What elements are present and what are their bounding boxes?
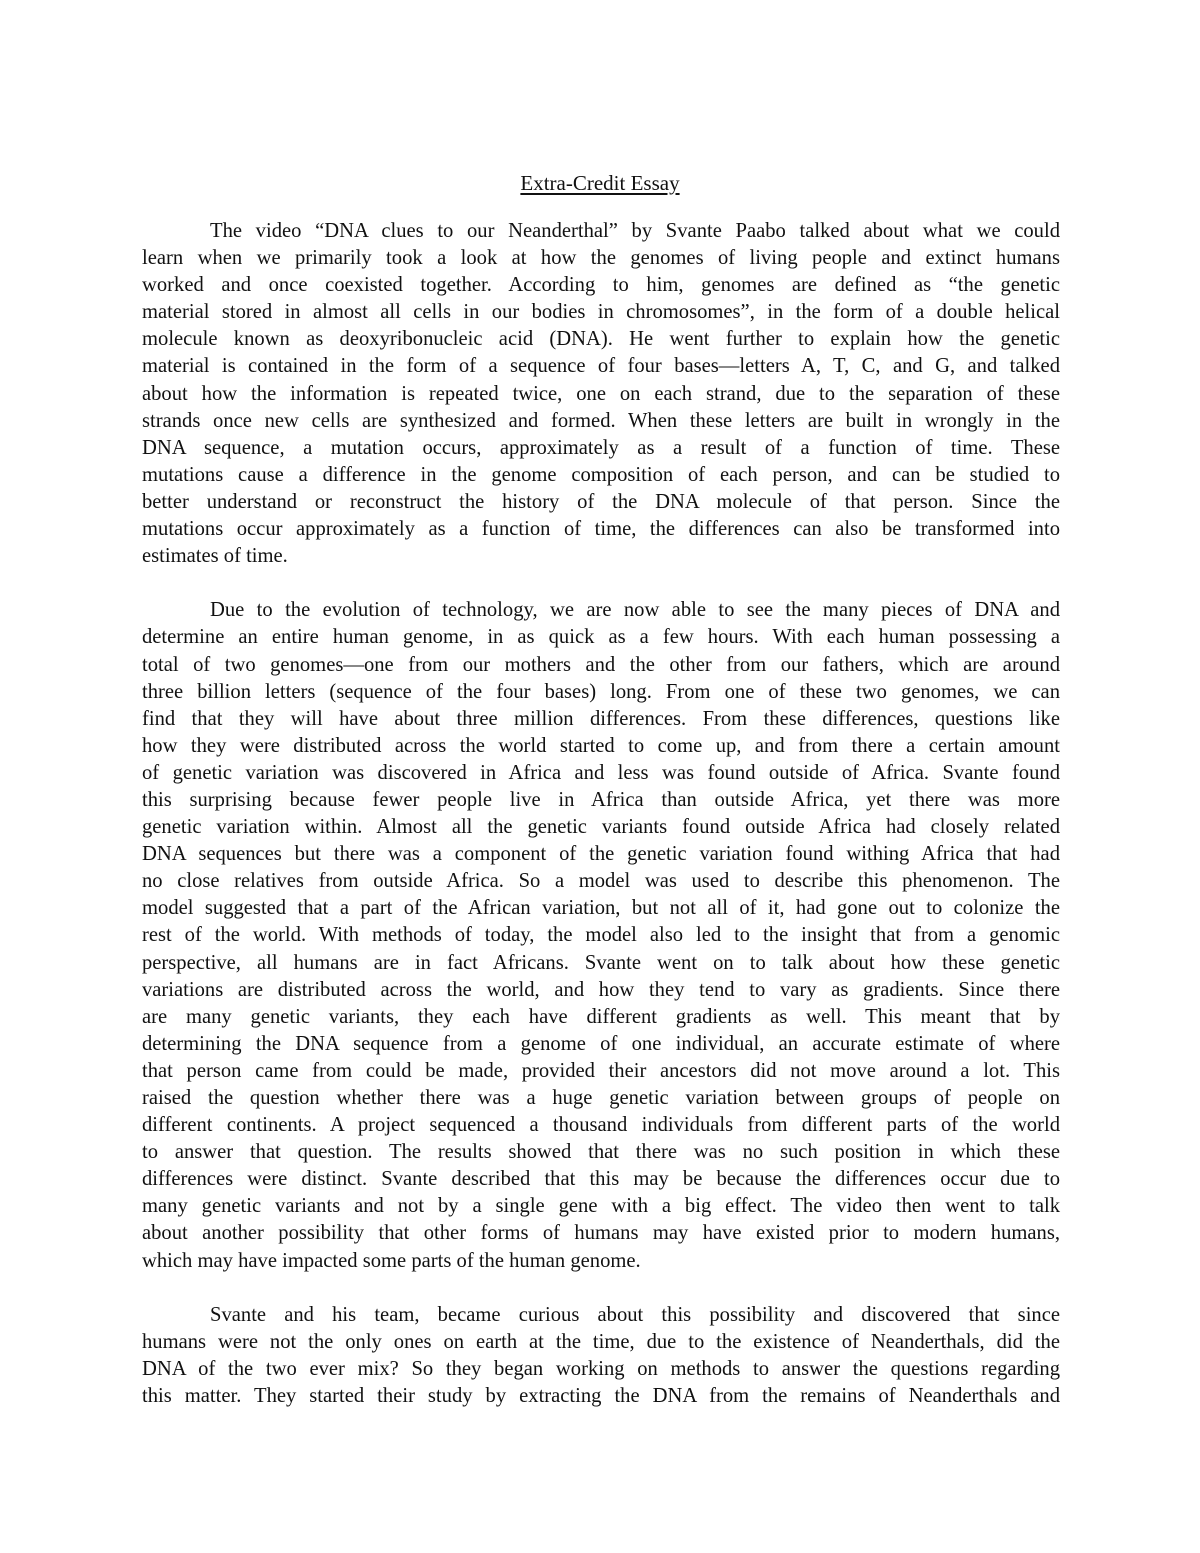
paragraph-line: are many genetic variants, they each have different gradients as well. This meant that by — [142, 1005, 1060, 1028]
paragraph-line: this matter. They started their study by extracting the DNA from the remains of Neanderthals and — [142, 1385, 1060, 1408]
paragraph-line: material is contained in the form of a sequence of four bases—letters A, T, C, and G, and talked — [142, 355, 1060, 378]
paragraph-line: that person came from could be made, provided their ancestors did not move around a lot. This — [142, 1059, 1060, 1082]
paragraph-line: estimates of time. — [142, 545, 288, 568]
paragraph-line: this surprising because fewer people live in Africa than outside Africa, yet there was more — [142, 788, 1060, 811]
paragraph-2 — [142, 597, 1060, 1274]
paragraph-line: Svante and his team, became curious about this possibility and discovered that since — [210, 1303, 1060, 1326]
paragraph-line: which may have impacted some parts of the human genome. — [142, 1249, 641, 1272]
paragraph-line: find that they will have about three million differences. From these differences, questions like — [142, 707, 1060, 730]
paragraph-line: three billion letters (sequence of the four bases) long. From one of these two genomes, we can — [142, 680, 1060, 703]
paragraph-line: DNA sequence, a mutation occurs, approximately as a result of a function of time. These — [142, 436, 1060, 459]
paragraph-line: to answer that question. The results showed that there was no such position in which these — [142, 1141, 1060, 1164]
paragraph-line: of genetic variation was discovered in Africa and less was found outside of Africa. Svante found — [142, 761, 1060, 784]
paragraph-line: about how the information is repeated twice, one on each strand, due to the separation of these — [142, 382, 1060, 405]
paragraph-line: The video “DNA clues to our Neanderthal” by Svante Paabo talked about what we could — [210, 220, 1060, 242]
paragraph-line: genetic variation within. Almost all the genetic variants found outside Africa had closely related — [142, 816, 1060, 839]
paragraph-line: determining the DNA sequence from a genome of one individual, an accurate estimate of where — [142, 1032, 1060, 1055]
paragraph-line: Due to the evolution of technology, we are now able to see the many pieces of DNA and — [210, 599, 1060, 622]
paragraph-line: differences were distinct. Svante described that this may be because the differences occur due to — [142, 1168, 1060, 1191]
paragraph-line: material stored in almost all cells in our bodies in chromosomes”, in the form of a double helical — [142, 301, 1060, 324]
paragraph-3 — [142, 1302, 1060, 1410]
paragraph-line: worked and once coexisted together. According to him, genomes are defined as “the genetic — [142, 274, 1060, 297]
paragraph-line: learn when we primarily took a look at how the genomes of living people and extinct humans — [142, 247, 1060, 270]
paragraph-line: model suggested that a part of the African variation, but not all of it, had gone out to colonize the — [142, 897, 1060, 920]
paragraph-line: raised the question whether there was a huge genetic variation between groups of people on — [142, 1087, 1060, 1109]
paragraph-spacer — [142, 1275, 1060, 1302]
essay-body — [142, 218, 1060, 1410]
paragraph-line: mutations occur approximately as a function of time, the differences can also be transformed into — [142, 518, 1060, 541]
paragraph-line: variations are distributed across the world, and how they tend to vary as gradients. Since there — [142, 978, 1060, 1001]
paragraph-line: different continents. A project sequenced a thousand individuals from different parts of the world — [142, 1114, 1060, 1137]
paragraph-line: no close relatives from outside Africa. So a model was used to describe this phenomenon. The — [142, 870, 1060, 893]
paragraph-line: how they were distributed across the world started to come up, and from there a certain amount — [142, 734, 1060, 757]
paragraph-line: about another possibility that other forms of humans may have existed prior to modern humans, — [142, 1222, 1060, 1245]
paragraph-line: determine an entire human genome, in as quick as a few hours. With each human possessing a — [142, 626, 1060, 649]
paragraph-line: rest of the world. With methods of today, the model also led to the insight that from a genomic — [142, 924, 1060, 947]
essay-title: Extra-Credit Essay — [520, 171, 680, 195]
paragraph-line: better understand or reconstruct the history of the DNA molecule of that person. Since the — [142, 490, 1060, 513]
paragraph-line: molecule known as deoxyribonucleic acid (DNA). He went further to explain how the genetic — [142, 328, 1060, 351]
paragraph-line: DNA sequences but there was a component of the genetic variation found withing Africa that had — [142, 843, 1060, 866]
paragraph-line: total of two genomes—one from our mothers and the other from our fathers, which are around — [142, 653, 1060, 676]
paragraph-line: DNA of the two ever mix? So they began working on methods to answer the questions regarding — [142, 1357, 1060, 1380]
paragraph-line: humans were not the only ones on earth at the time, due to the existence of Neanderthals, did the — [142, 1330, 1060, 1353]
paragraph-1 — [142, 218, 1060, 570]
paragraph-line: strands once new cells are synthesized and formed. When these letters are built in wrongly in the — [142, 409, 1060, 432]
paragraph-line: mutations cause a difference in the genome composition of each person, and can be studied to — [142, 463, 1060, 486]
paragraph-spacer — [142, 570, 1060, 597]
paragraph-line: perspective, all humans are in fact Africans. Svante went on to talk about how these genetic — [142, 951, 1060, 974]
paragraph-line: many genetic variants and not by a single gene with a big effect. The video then went to talk — [142, 1195, 1060, 1218]
